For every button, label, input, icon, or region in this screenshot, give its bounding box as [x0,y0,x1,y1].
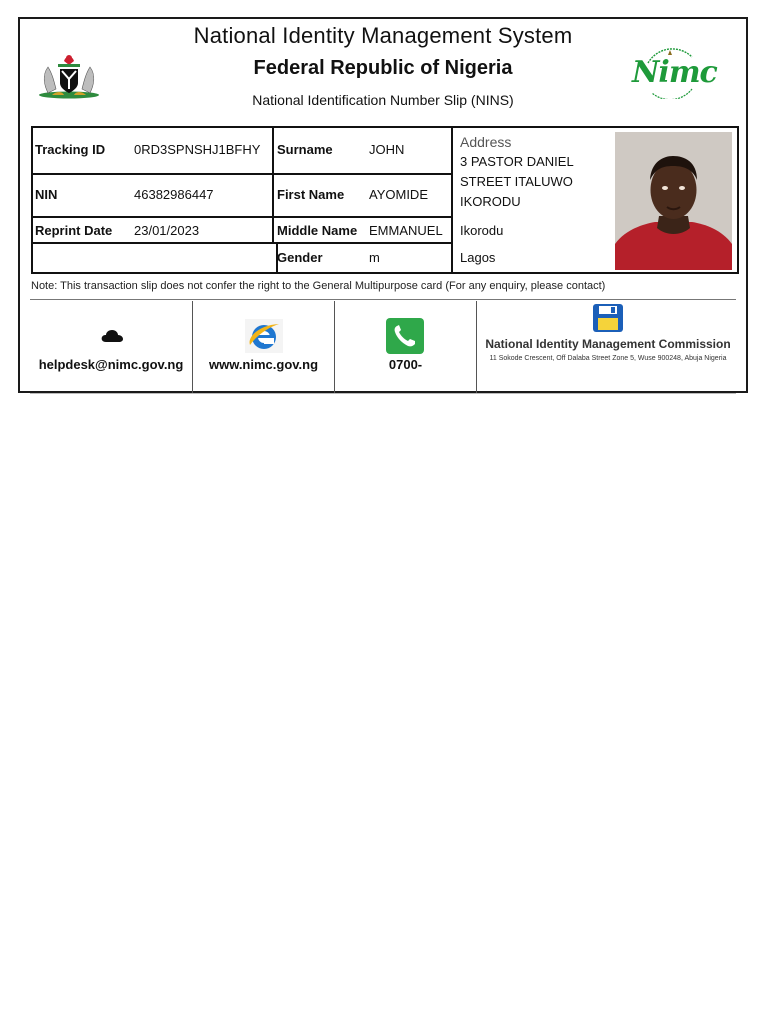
nin-slip [18,17,748,393]
footer-top-rule [30,299,736,300]
table-divider [451,128,453,272]
address-label: Address [460,134,512,150]
nin-value: 46382986447 [134,187,214,202]
floppy-disk-icon [593,304,623,332]
table-rule [33,173,451,175]
page-subtitle: Federal Republic of Nigeria [253,57,513,79]
reprint-date-value: 23/01/2023 [134,223,200,238]
reprint-date-label: Reprint Date [35,223,113,238]
state-value: Lagos [460,250,496,265]
gender-label: Gender [277,250,323,265]
internet-explorer-icon [245,319,283,353]
contact-organisation [477,301,739,393]
table-rule [33,216,451,218]
surname-label: Surname [277,142,333,157]
passport-photo [615,132,732,270]
nimc-logo-text: Nimc [632,55,717,90]
phone-text: 0700- [388,357,423,372]
phone-icon [386,318,424,354]
surname-value: JOHN [369,142,405,157]
middle-name-label: Middle Name [277,223,358,238]
first-name-label: First Name [277,187,345,202]
slip-name: National Identification Number Slip (NINS) [252,92,514,108]
organisation-address: 11 Sokode Crescent, Off Dalaba Street Zone 5, Wuse 900248, Abuja Nigeria [489,355,727,362]
email-text: helpdesk@nimc.gov.ng [38,357,184,372]
table-divider [272,128,274,242]
middle-name-value: EMMANUEL [369,223,443,238]
address-line: 3 PASTOR DANIEL [460,154,574,169]
table-rule [33,242,451,244]
footer-bottom-rule [30,393,736,394]
website-text: www.nimc.gov.ng [208,357,319,372]
organisation-name: National Identity Management Commission [485,337,731,351]
page-title: National Identity Management System [193,23,573,48]
address-line: IKORODU [460,194,521,209]
lga-value: Ikorodu [460,223,504,238]
portrait-image [615,132,732,270]
nimc-logo [628,47,717,99]
disclaimer-note: Note: This transaction slip does not confer the right to the General Multipurpose card (For any enquiry, please contact) [31,280,606,292]
gender-value: m [369,250,380,265]
cloud-icon [100,329,124,343]
tracking-id-label: Tracking ID [35,142,106,157]
contact-phone [335,301,476,393]
tracking-id-value: 0RD3SPNSHJ1BFHY [134,142,261,157]
first-name-value: AYOMIDE [369,187,428,202]
address-value [460,152,574,212]
contact-website [193,301,334,393]
details-table [31,126,739,274]
nin-label: NIN [35,187,58,202]
contact-email [30,301,192,393]
address-line: STREET ITALUWO [460,174,573,189]
